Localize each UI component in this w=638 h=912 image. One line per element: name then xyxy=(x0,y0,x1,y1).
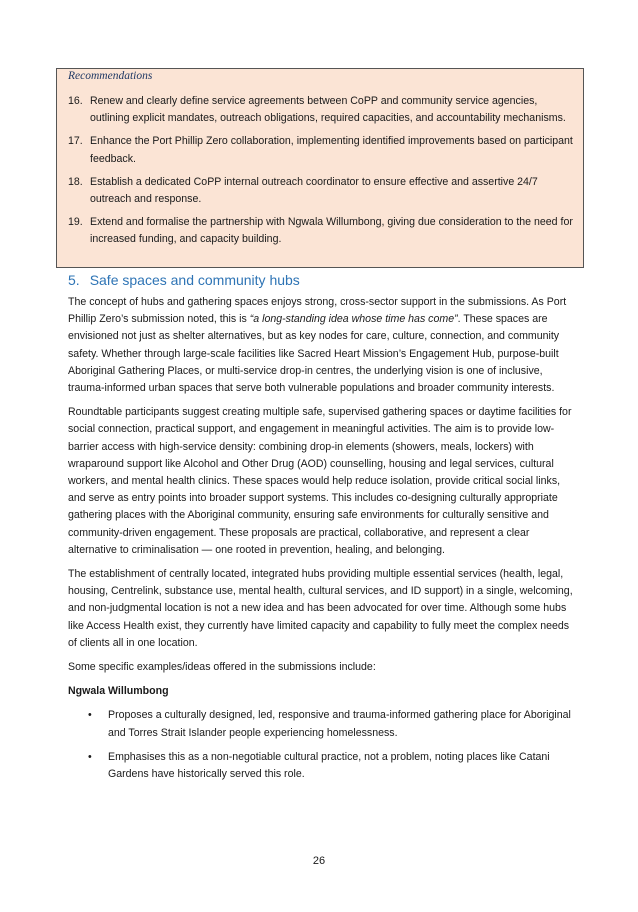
recommendations-list xyxy=(57,93,585,255)
recommendation-text: Enhance the Port Phillip Zero collaboration, implementing identified improvements based on participant feedback. xyxy=(90,135,573,165)
recommendations-box xyxy=(56,68,584,268)
recommendations-title: Recommendations xyxy=(68,70,153,82)
recommendation-item xyxy=(57,214,585,248)
paragraph-roundtable: Roundtable participants suggest creating multiple safe, supervised gathering spaces or daytime facilities for social connection, practical support, and engagement in meaningful activities. The aim is to provide low-barrier access with high-service density: combining drop-in elements (showers, meals, lockers) with wraparound support like Alcohol and Other Drug (AOD) counselling, housing and legal services, cultural workers, and mental health clinics. These spaces would help reduce isolation, provide critical social links, and serve as entry points into broader support systems. This includes co-designing culturally appropriate gathering places with the Aboriginal community, ensuring safe environments for culturally sensitive and community-driven engagement. These proposals are practical, collaborative, and represent a clear alternative to criminalisation — one rooted in prevention, healing, and belonging. xyxy=(68,406,572,556)
section-body xyxy=(68,294,574,790)
bullet-text: Emphasises this as a non-negotiable cultural practice, not a problem, noting places like Catani Gardens have historically served this role. xyxy=(108,750,550,781)
bullet-text: Proposes a culturally designed, led, responsive and trauma-informed gathering place for Aboriginal and Torres Strait Islander people experiencing homelessness. xyxy=(108,709,571,739)
recommendation-number: 17. xyxy=(68,135,83,148)
recommendation-item xyxy=(57,133,585,167)
bullet-icon: • xyxy=(88,750,92,763)
page-number: 26 xyxy=(312,855,326,867)
paragraph-integrated-hubs: The establishment of centrally located, integrated hubs providing multiple essential services (health, legal, housing, Centrelink, substance use, mental health, cultural services, and ID support) in a single, welcoming, and non-judgmental location is not a new idea and has been advocated for over time. Although some hubs like Access Health exist, they currently have limited capacity and capability to fully meet the complex needs of clients all in one location. xyxy=(68,568,573,649)
bullet-item xyxy=(68,749,574,783)
section-heading xyxy=(68,272,300,288)
bullet-item xyxy=(68,707,574,741)
section-title: Safe spaces and community hubs xyxy=(89,272,300,288)
recommendation-text: Establish a dedicated CoPP internal outreach coordinator to ensure effective and assertive 24/7 outreach and response. xyxy=(90,175,538,206)
bullet-icon: • xyxy=(88,709,92,722)
bullet-list xyxy=(68,707,574,783)
section-number: 5. xyxy=(68,272,80,288)
paragraph-text: The concept of hubs and gathering spaces enjoys strong, cross-sector support in the submissions. As Port Phillip Zero’s submission noted, this is xyxy=(68,296,567,326)
recommendation-number: 16. xyxy=(68,95,83,107)
subheading-ngwala: Ngwala Willumbong xyxy=(68,685,169,698)
recommendation-number: 18. xyxy=(68,175,83,188)
recommendation-item xyxy=(57,174,585,208)
paragraph-examples-intro: Some specific examples/ideas offered in the submissions include: xyxy=(68,661,376,674)
recommendation-item xyxy=(57,93,585,127)
recommendation-text: Extend and formalise the partnership with Ngwala Willumbong, giving due consideration to the need for increased funding, and capacity building. xyxy=(90,216,573,246)
paragraph-hubs-support xyxy=(68,294,574,397)
paragraph-text: . These spaces are envisioned not just as shelter alternatives, but as key nodes for care, culture, connection, and community safety. Whether through large-scale facilities like Sacred Heart Mission’s Engagement Hub, purpose-built Aboriginal Gathering Places, or multi-service drop-in centres, the underlying vision is one of inclusive, trauma-informed urban spaces that serve both vulnerable populations and broader community interests. xyxy=(68,313,560,395)
inline-quote: “a long-standing idea whose time has come” xyxy=(249,313,458,326)
recommendation-text: Renew and clearly define service agreements between CoPP and community service agencies, outlining explicit mandates, outreach obligations, required capacities, and accountability mechanisms. xyxy=(90,95,566,125)
recommendation-number: 19. xyxy=(68,216,83,229)
